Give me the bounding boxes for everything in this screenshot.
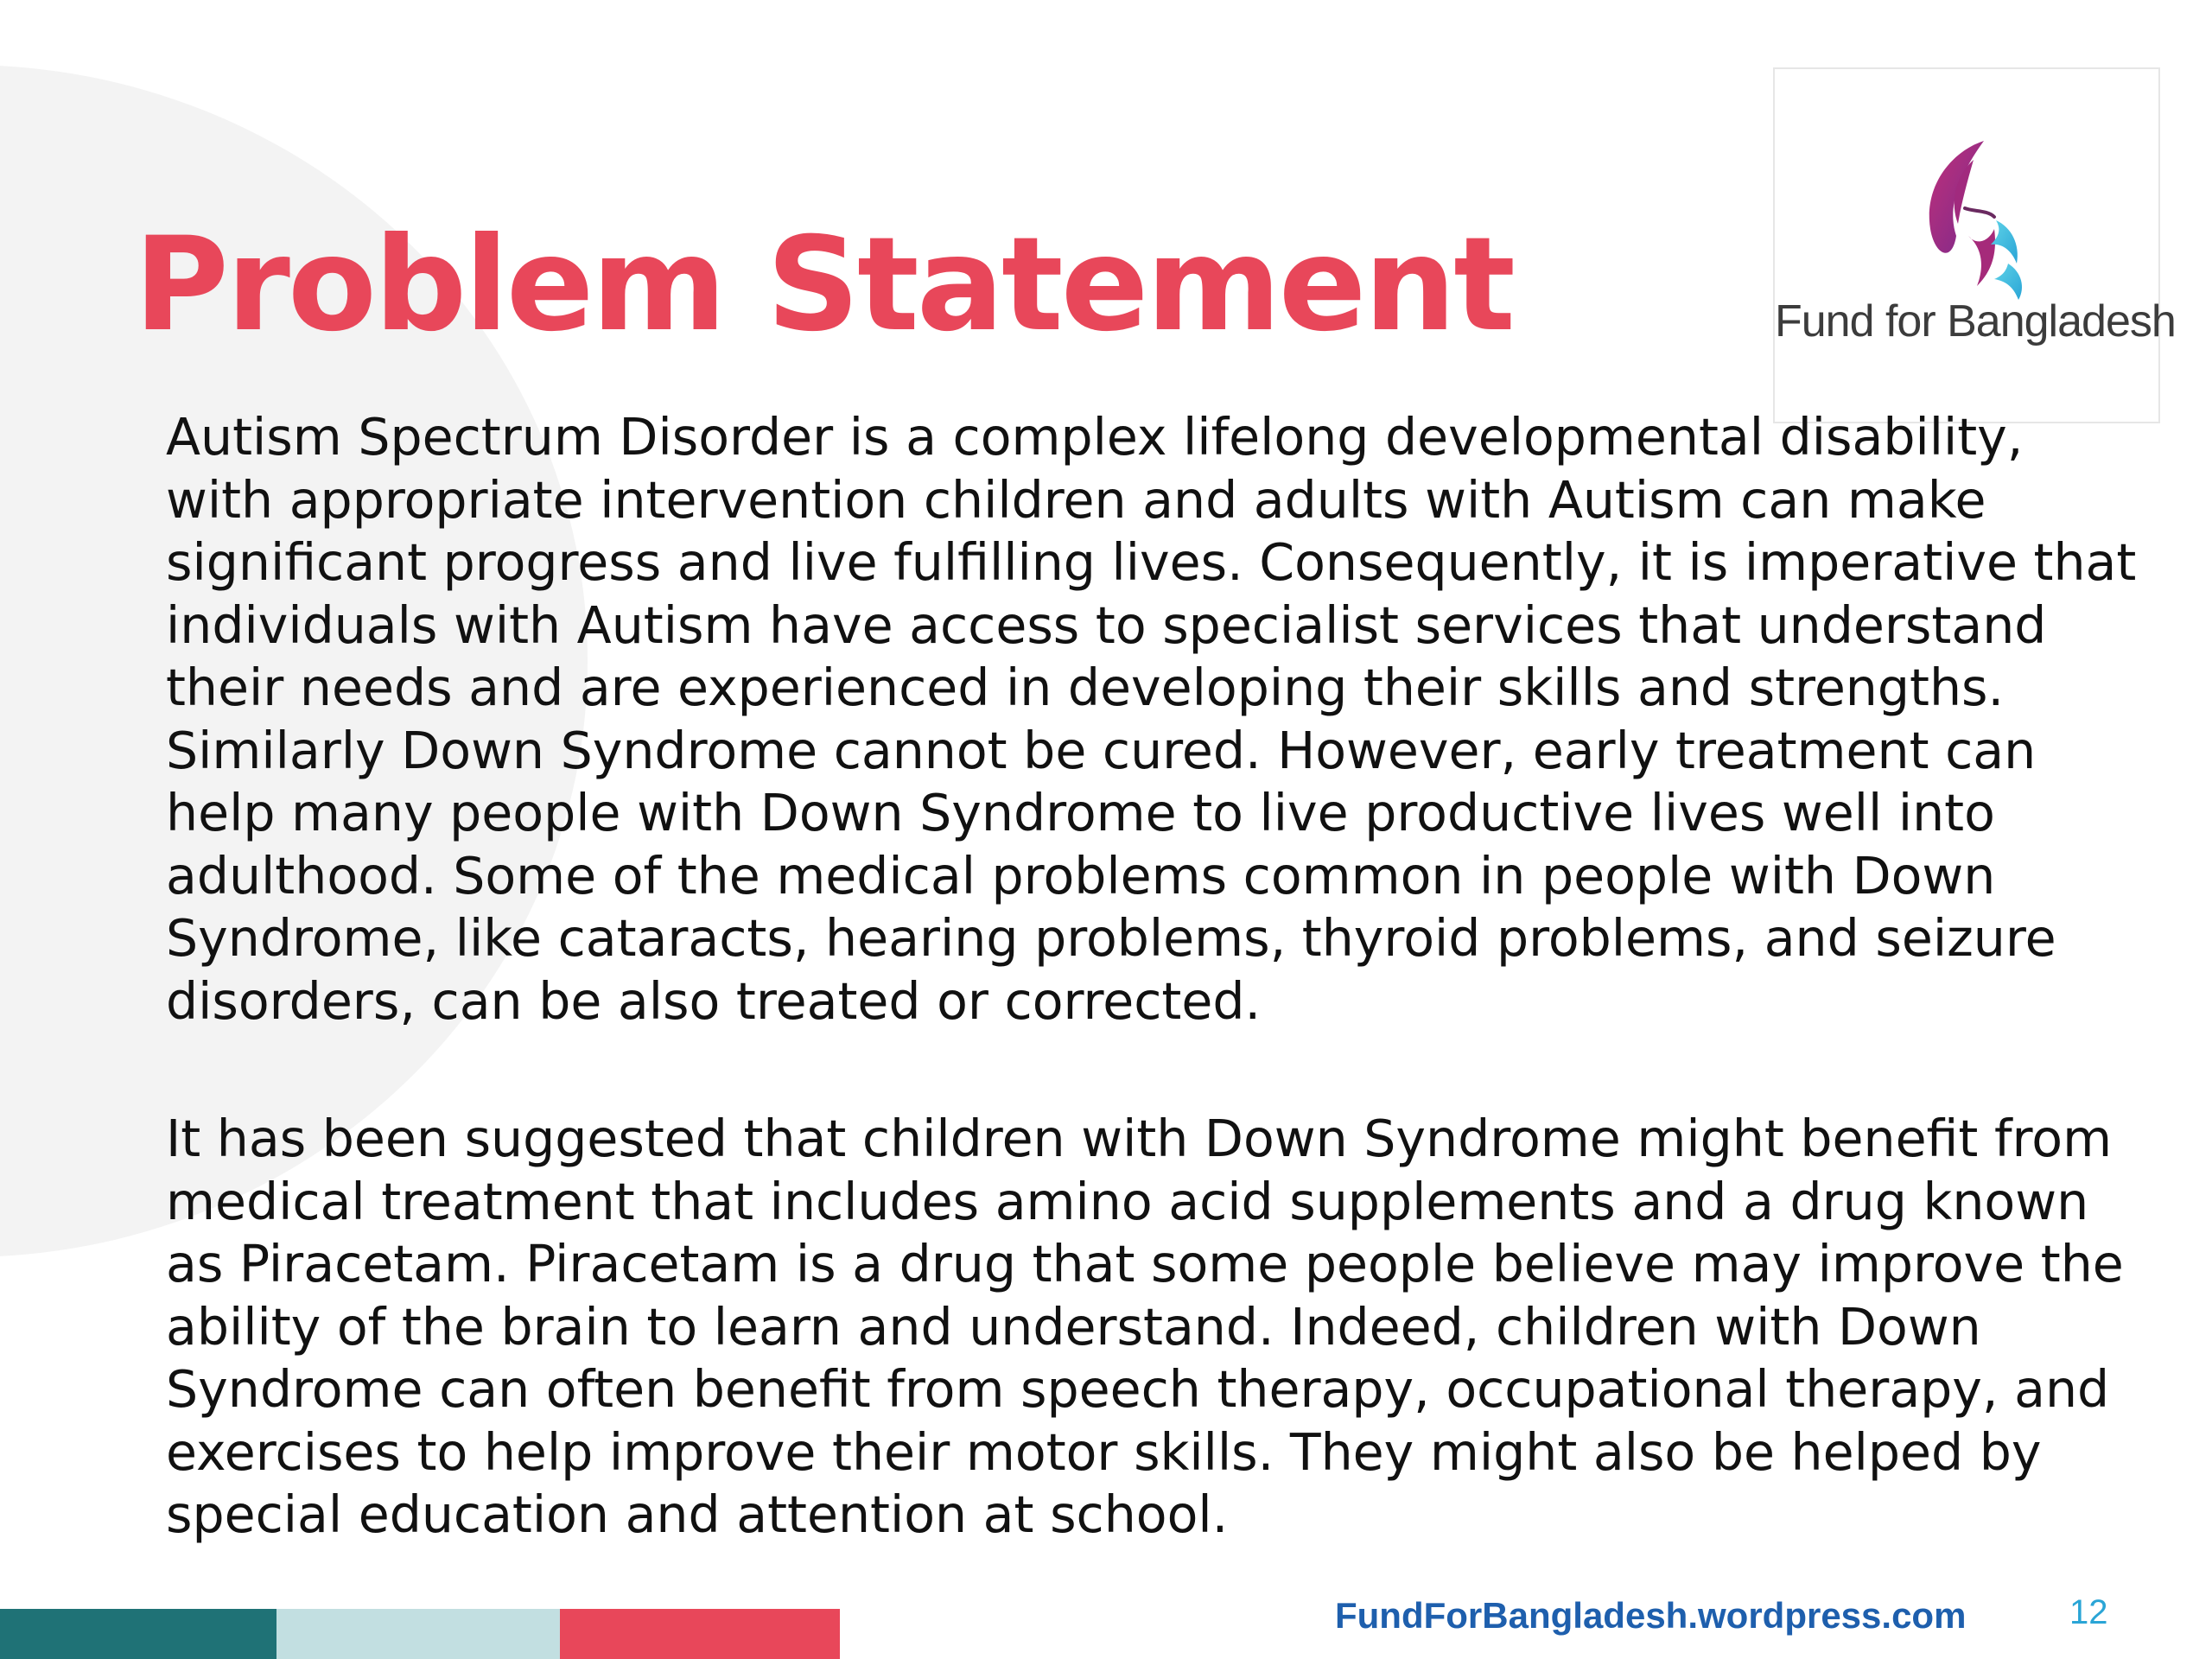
fund-for-bangladesh-logo <box>1773 67 2176 423</box>
slide-title: Problem Statement <box>134 210 1513 360</box>
footer-bar-teal <box>0 1609 276 1659</box>
slide-body <box>166 406 2145 1547</box>
woman-face-profile-icon <box>1904 134 2034 307</box>
footer-bar-light <box>276 1609 560 1659</box>
footer-bar-red <box>560 1609 840 1659</box>
footer-url: FundForBangladesh.wordpress.com <box>1335 1595 1967 1636</box>
page-number: 12 <box>2069 1593 2108 1631</box>
paragraph-down-syndrome: It has been suggested that children with Down Syndrome might benefit from medical treatment that includes amino acid supplements and a drug known as Piracetam. Piracetam is a drug that some people believe may improve the ability of the brain to learn and understand. Indeed, children with Down Syndrome can often benefit from speech therapy, occupational therapy, and exercises to help improve their motor skills. They might also be helped by special education and attention at school. <box>166 1109 2124 1544</box>
logo-text: Fund for Bangladesh <box>1775 296 2176 346</box>
paragraph-autism: Autism Spectrum Disorder is a complex lifelong developmental disability, with appropriate intervention children and adults with Autism can make significant progress and live fulfilling lives. Consequently, it is imperative that individuals with Autism have access to specialist services that understand their needs and are experienced in developing their skills and strengths. Similarly Down Syndrome cannot be cured. However, early treatment can help many people with Down Syndrome to live productive lives well into adulthood. Some of the medical problems common in people with Down Syndrome, like cataracts, hearing problems, thyroid problems, and seizure disorders, can be also treated or corrected. <box>166 408 2137 1031</box>
